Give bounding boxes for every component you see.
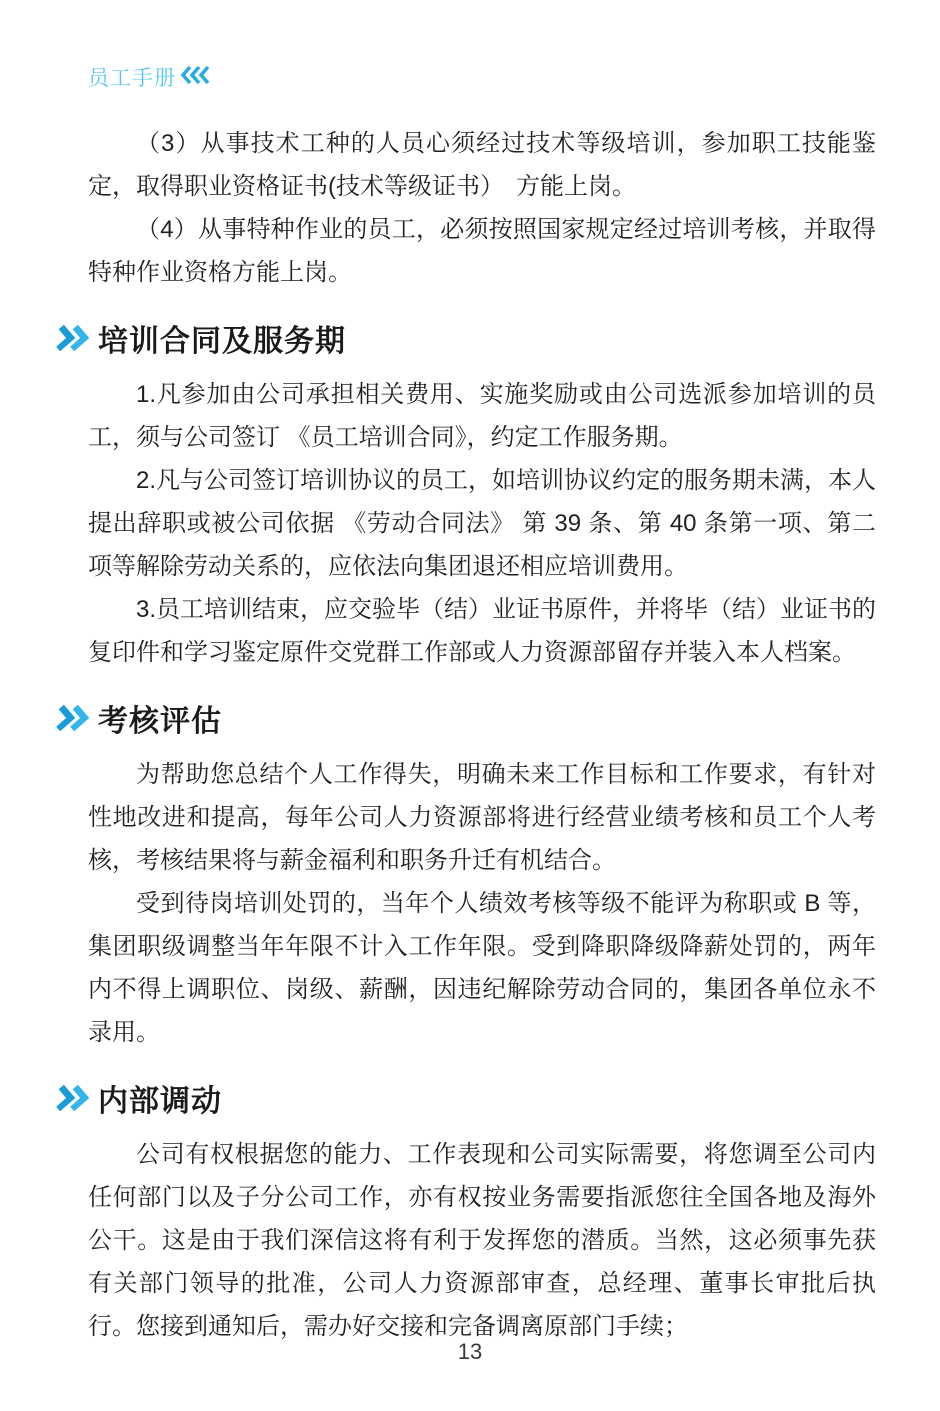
paragraph: 1.凡参加由公司承担相关费用、实施奖励或由公司选派参加培训的员工，须与公司签订 《员工培训合同》，约定工作服务期。 [88,381,876,451]
paragraph: 公司有权根据您的能力、工作表现和公司实际需要，将您调至公司内任何部门以及子分公司工作，亦有权按业务需要指派您往全国各地及海外公干。这是由于我们深信这将有利于发挥您的潜质。当然，这必须事先获有关部门领导的批准，公司人力资源部审查，总经理、董事长审批后执行。您接到通知后，需办好交接和完备调离原部门手续； [88,1141,876,1340]
section-heading-performance-review [55,700,876,743]
section-heading-training-contract [55,320,876,363]
paragraph: 为帮助您总结个人工作得失，明确未来工作目标和工作要求，有针对性地改进和提高，每年公司人力资源部将进行经营业绩考核和员工个人考核，考核结果将与薪金福利和职务升迁有机结合。 [88,761,876,874]
triple-chevron-left-icon [180,65,214,91]
running-header [88,0,876,92]
double-chevron-right-icon [52,703,92,743]
section-title: 考核评估 [98,704,222,738]
section-title: 培训合同及服务期 [98,324,346,358]
section-title: 内部调动 [98,1084,222,1118]
paragraph: （3）从事技术工种的人员心须经过技术等级培训，参加职工技能鉴定，取得职业资格证书(技术等级证书） 方能上岗。 [88,130,876,200]
double-chevron-right-icon [52,323,92,363]
section-body [88,373,876,674]
section-heading-internal-transfer [55,1080,876,1123]
paragraph: 3.员工培训结束，应交验毕（结）业证书原件，并将毕（结）业证书的复印件和学习鉴定原件交党群工作部或人力资源部留存并装入本人档案。 [88,596,877,666]
page-number: 13 [457,1339,483,1364]
intro-block [88,122,876,294]
paragraph: 受到待岗培训处罚的，当年个人绩效考核等级不能评为称职或 B 等，集团职级调整当年年限不计入工作年限。受到降职降级降薪处罚的，两年内不得上调职位、岗级、薪酬，因违纪解除劳动合同的，集团各单位永不录用。 [88,890,876,1046]
paragraph: （4）从事特种作业的员工，必须按照国家规定经过培训考核，并取得特种作业资格方能上岗。 [88,216,876,286]
section-body [88,1133,876,1348]
double-chevron-right-icon [52,1083,92,1123]
section-body [88,753,876,1054]
header-title: 员工手册 [88,67,176,90]
paragraph: 2.凡与公司签订培训协议的员工，如培训协议约定的服务期未满，本人提出辞职或被公司依据 《劳动合同法》 第 39 条、第 40 条第一项、第二项等解除劳动关系的，应依法向集团退还相应培训费用。 [88,467,877,580]
